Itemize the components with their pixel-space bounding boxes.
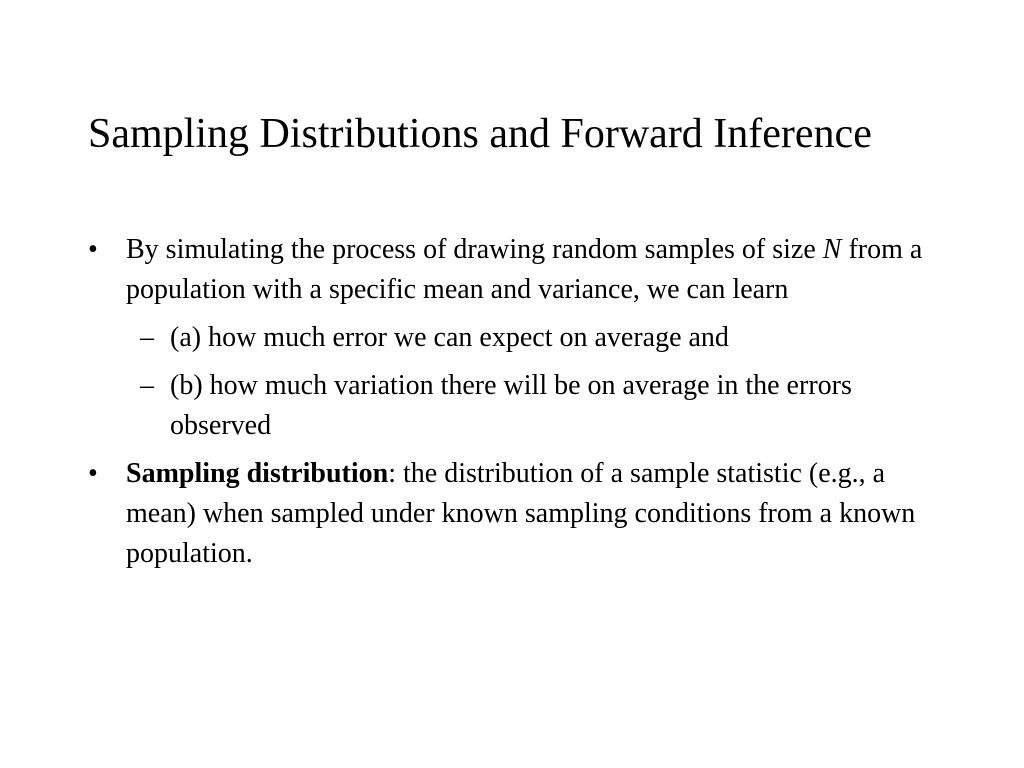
bullet-marker: • (88, 458, 98, 489)
bullet-text-rest: : the distribution of a sample statistic (e.g., a mean) when sampled under known sampling conditions from a known population. (126, 458, 916, 569)
slide-title: Sampling Distributions and Forward Inference (88, 111, 872, 157)
slide-content (88, 230, 938, 582)
sub-bullet-item (88, 366, 938, 446)
sub-bullet-marker: – (140, 322, 154, 353)
sub-bullet-item (88, 318, 938, 358)
bullet-text-before: By simulating the process of drawing random samples of size (126, 234, 823, 265)
bullet-bold-term: Sampling distribution (126, 458, 389, 489)
bullet-item (88, 454, 938, 574)
bullet-marker: • (88, 234, 98, 265)
bullet-italic-variable: N (822, 234, 842, 265)
bullet-item (88, 230, 938, 310)
sub-bullet-marker: – (140, 370, 154, 401)
bullet-text-after: from a population with a specific mean and variance, we can learn (126, 234, 923, 305)
sub-bullet-text: (b) how much variation there will be on average in the errors observed (170, 370, 852, 441)
sub-bullet-text: (a) how much error we can expect on average and (170, 322, 729, 353)
